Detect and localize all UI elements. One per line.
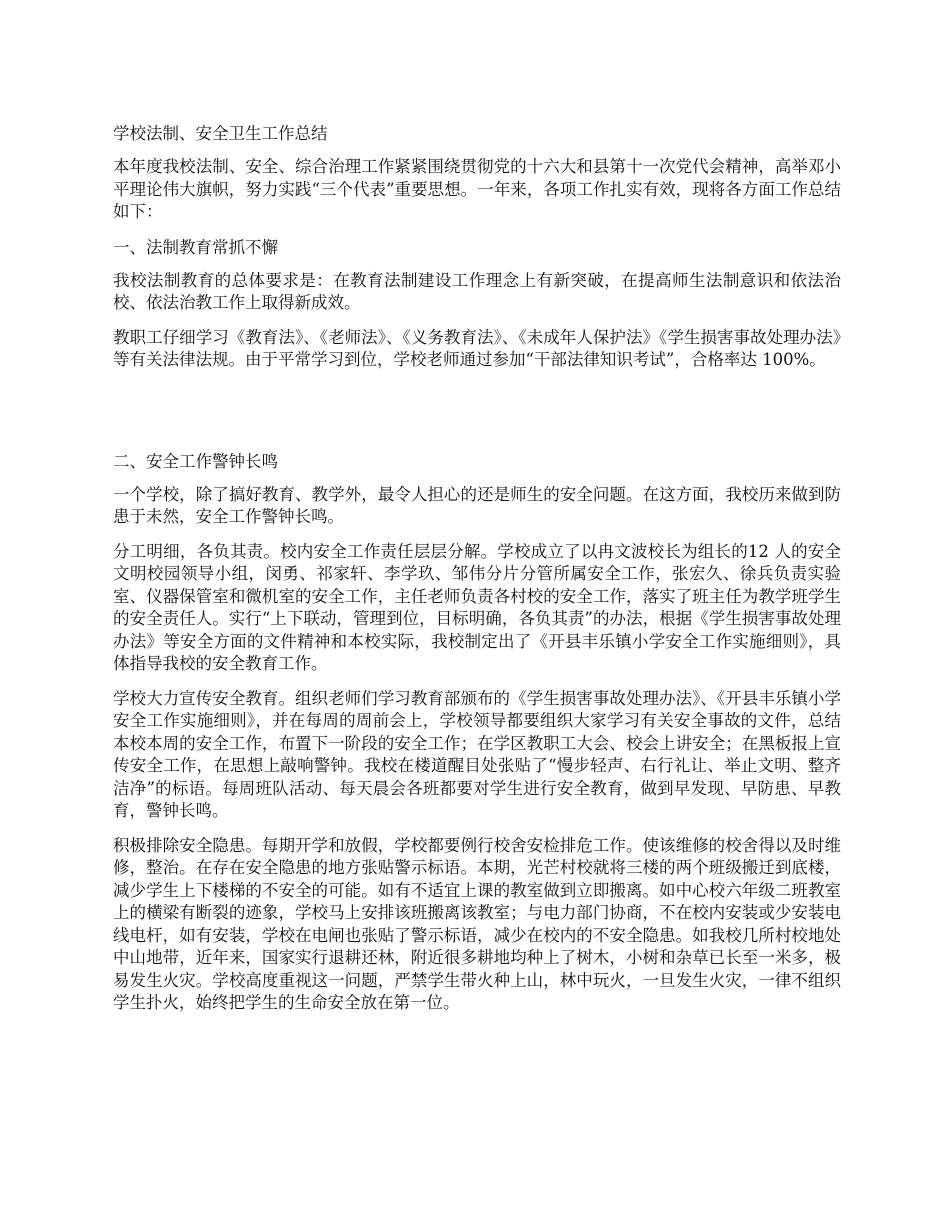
section-1-paragraph: 我校法制教育的总体要求是：在教育法制建设工作理念上有新突破，在提高师生法制意识和依法治校、依法治教工作上取得新成效。 (113, 270, 841, 312)
section-2-paragraph: 一个学校，除了搞好教育、教学外，最令人担心的还是师生的安全问题。在这方面，我校历来做到防患于未然，安全工作警钟长鸣。 (113, 484, 841, 526)
section-gap (113, 384, 841, 450)
intro-paragraph: 本年度我校法制、安全、综合治理工作紧紧围绕贯彻党的十六大和县第十一次党代会精神，高举邓小平理论伟大旗帜，努力实践“三个代表”重要思想。一年来，各项工作扎实有效，现将各方面工作总结如下： (113, 157, 841, 221)
section-2-heading: 二、安全工作警钟长鸣 (113, 451, 278, 471)
document-page (113, 122, 841, 1027)
section-2-paragraph: 分工明细，各负其责。校内安全工作责任层层分解。学校成立了以冉文波校长为组长的12 人的安全文明校园领导小组，闵勇、祁家轩、李学玖、邹伟分片分管所属安全工作，张宏久、徐兵负责实验室、仪器保管室和微机室的安全工作，主任老师负责各村校的安全工作，落实了班主任为教学班学生的安全责任人。实行“上下联动，管理到位，目标明确，各负其责”的办法，根据《学生损害事故处理办法》等安全方面的文件精神和本校实际，我校制定出了《开县丰乐镇小学安全工作实施细则》，具体指导我校的安全教育工作。 (113, 541, 841, 673)
section-2-paragraph: 积极排除安全隐患。每期开学和放假，学校都要例行校舍安检排危工作。使该维修的校舍得以及时维修，整治。在存在安全隐患的地方张贴警示标语。本期，光芒村校就将三楼的两个班级搬迁到底楼，减少学生上下楼梯的不安全的可能。如有不适宜上课的教室做到立即搬离。如中心校六年级二班教室上的横梁有断裂的迹象，学校马上安排该班搬离该教室；与电力部门协商，不在校内安装或少安装电线电杆，如有安装，学校在电闸也张贴了警示标语，减少在校内的不安全隐患。如我校几所村校地处中山地带，近年来，国家实行退耕还林，附近很多耕地均种上了树木，小树和杂草已长至一米多，极易发生火灾。学校高度重视这一问题，严禁学生带火种上山，林中玩火，一旦发生火灾，一律不组织学生扑火，始终把学生的生命安全放在第一位。 (113, 835, 841, 1012)
section-2-paragraph: 学校大力宣传安全教育。组织老师们学习教育部颁布的《学生损害事故处理办法》、《开县丰乐镇小学安全工作实施细则》，并在每周的周前会上，学校领导都要组织大家学习有关安全事故的文件，总结本校本周的安全工作，布置下一阶段的安全工作；在学区教职工大会、校会上讲安全；在黑板报上宣传安全工作，在思想上敲响警钟。我校在楼道醒目处张贴了“慢步轻声、右行礼让、举止文明、整齐洁净”的标语。每周班队活动、每天晨会各班都要对学生进行安全教育，做到早发现、早防患、早教育，警钟长鸣。 (113, 688, 841, 820)
document-title: 学校法制、安全卫生工作总结 (113, 124, 328, 143)
section-1-paragraph: 教职工仔细学习《教育法》、《老师法》、《义务教育法》、《未成年人保护法》《学生损害事故处理办法》等有关法律法规。由于平常学习到位，学校老师通过参加“干部法律知识考试”，合格率达 100%。 (113, 327, 841, 369)
section-1-heading: 一、法制教育常抓不懈 (113, 237, 278, 257)
